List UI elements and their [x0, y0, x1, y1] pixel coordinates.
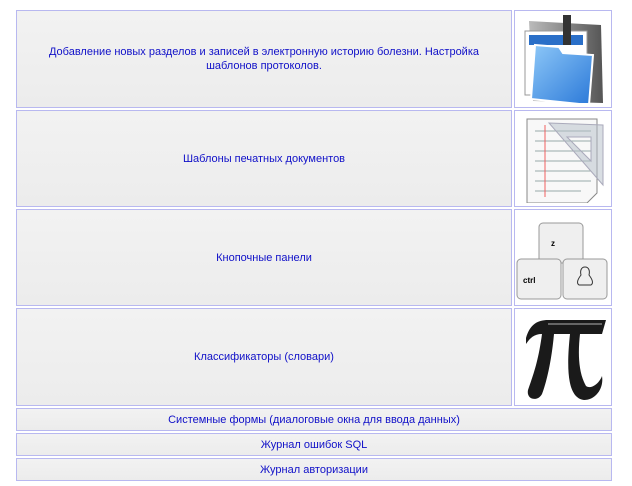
- menu-item-auth-log[interactable]: [16, 458, 612, 481]
- menu-item-label: Журнал ошибок SQL: [260, 438, 368, 451]
- menu-item-classifiers[interactable]: [16, 308, 512, 406]
- menu-item-classifiers-image[interactable]: [514, 308, 612, 406]
- keyboard-keys-icon: [515, 213, 611, 303]
- menu-item-button-panels[interactable]: [16, 209, 512, 306]
- menu-item-ehr-sections[interactable]: [16, 10, 512, 108]
- pi-icon: [518, 312, 608, 402]
- menu-item-label: Классификаторы (словари): [194, 351, 334, 363]
- svg-text:ctrl: ctrl: [523, 275, 536, 285]
- menu-item-label: Кнопочные панели: [216, 251, 312, 264]
- document-template-icon: [521, 115, 605, 203]
- menu-item-print-templates[interactable]: [16, 110, 512, 207]
- svg-text:z: z: [551, 238, 555, 248]
- menu-item-button-panels-image[interactable]: [514, 209, 612, 306]
- menu-item-system-forms[interactable]: [16, 408, 612, 431]
- folder-icon: [519, 15, 607, 103]
- menu-item-print-templates-image[interactable]: [514, 110, 612, 207]
- menu-item-sql-error-log[interactable]: [16, 433, 612, 456]
- menu-item-ehr-sections-image[interactable]: [514, 10, 612, 108]
- menu-item-label: Шаблоны печатных документов: [182, 152, 346, 165]
- menu-item-label: Системные формы (диалоговые окна для ввода данных): [168, 413, 460, 426]
- menu-item-label: Добавление новых разделов и записей в электронную историю болезни. Настройка шаблонов протоколов.: [48, 46, 479, 72]
- menu-item-label: Журнал авторизации: [260, 463, 368, 476]
